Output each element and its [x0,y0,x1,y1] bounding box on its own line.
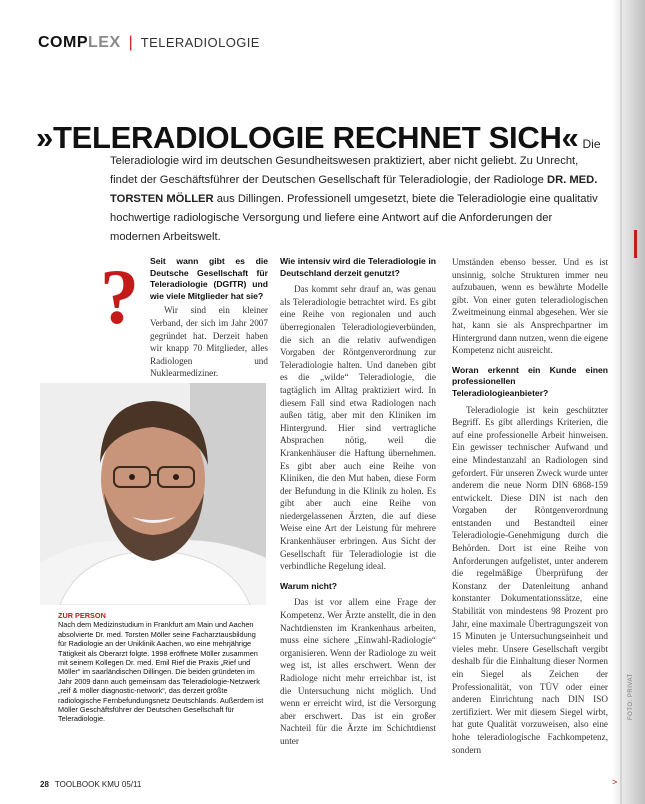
photo-credit: FOTO: PRIVAT [628,673,634,720]
column-1 [40,253,268,380]
lead-text-1: Teleradiologie wird im deutschen Gesundheitswesen praktiziert, aber nicht geliebt. Zu Unrecht, findet der Geschäftsführer der Deutschen Gesellschaft für Teleradiologie, der Radiologe [110,155,579,186]
section-header [38,34,260,52]
column-3 [452,256,608,756]
question-4: Woran erkennt ein Kunde einen professionellen Teleradiologieanbieter? [452,364,608,398]
answer-3: Das ist vor allem eine Frage der Kompetenz. Wer Ärzte anstellt, die in den Nachtdiensten im Krankenhaus arbeiten, muss eine sichere „Einwahl-Radiologie“ organisieren. Wenn der Radiologe zu weit weg ist, ist alles erschwert. Wenn der Radiologe nicht mehr erreichbar ist, ist die Untersuchung nicht möglich. Und wenn er erreicht wird, ist die Versorgung aber erschwert. Das ist ein großer Nachteil für die Ärzte im Schichtdienst unter [280,597,436,746]
portrait-photo [40,383,266,605]
page-footer [40,780,141,789]
question-1: Seit wann gibt es die Deutsche Gesellschaft für Teleradiologie (DGfTR) und wie viele Mitglieder hat sie? [150,256,268,301]
answer-3-continued: Umständen ebenso besser. Und es ist unsinnig, solche Strukturen immer neu aufzubauen, wenn es bewährte Modelle gibt. Von einer guten teleradiologischen Zweitmeinung einmal abgesehen. Wer sie hat, kann sie als Ansprechpartner im Hintergrund dann nutzen, wenn die eigene Kompetenz nicht ausreicht. [452,257,608,356]
lead-first-word: Die [582,137,601,151]
answer-2: Das kommt sehr drauf an, was genau als Teleradiologie betrachtet wird. Es gibt eine Reihe von regionalen und auch überregionalen Teleradiologieverbünden, die sich an die relativ aufwendigen Vorgaben der Röntgenverordnung zur Teleradiologie halten. Und daneben gibt es die „wilde“ Teleradiologie, die tagtäglich im Alltag praktiziert wird. In diesem Fall sind etwa Radiologen nach außen tätig, aber mit den Kliniken im Hintergrund. Hier sind vertragliche Absprachen nötig, weil die Krankenhäuser die Haftung übernehmen. Es gibt aber auch eine Reihe von Kliniken, die den Mut haben, diese Form der Befundung in die Klinik zu holen. Es gibt aber auch eine Reihe von niedergelassenen Ärzten, die auf diese Weise eine Art der Leistung für mehrere Krankenhäuser erbringen. Aus Sicht der Gesellschaft für Teleradiologie ist die verbindliche Regelung ideal. [280,284,436,572]
brand-accent: LEX [88,34,121,51]
lead-name: DR. MED. TORSTEN MÖLLER [110,174,598,205]
article-headline [36,120,616,156]
header-separator: | [128,34,133,51]
answer-4: Teleradiologie ist kein geschützter Begriff. Es gibt allerdings Kriterien, die auf eine professionelle Arbeit hinweisen. Ein gewisser technischer Aufwand und eine Mindestanzahl an Radiologen sind gefordert. Für unseren Zweck wurde unter anderem die neue Norm DIN 6868-159 entwickelt. Diese DIN ist nach den Vorgaben der Röntgenverordnung entstanden und Bestandteil einer Teleradiologie-Genehmigung durch die Behörden. Dort ist eine Reihe von Anforderungen aufgelistet, unter anderem die regelmäßige Überprüfung der Konstanz der Datenleitung anhand konstanter Dokumentationssätze, eine Stabilität von mindestens 98 Prozent pro Jahr, eine maximale Übertragungszeit von 15 Minuten je Untersuchungseinheit und vieles mehr. Unsere Gesellschaft vergibt deshalb für die Einhaltung dieser Normen ein Siegel als Zeichen der Professionalität, von TÜV oder einer anderen Einrichtung nach DIN ISO zertifiziert. Wer mit diesem Siegel wirbt, hat gute Qualität vorzuweisen, also eine hohe teleradiologische Fachkompetenz, sondern [452,404,608,755]
answer-1: Wir sind ein kleiner Verband, der sich im Jahr 2007 gegründet hat. Derzeit haben wir knapp 70 Mitglieder, alles Radiologen und Nuklearmediziner. [150,305,268,379]
headline-title: »TELERADIOLOGIE RECHNET SICH« [36,120,579,155]
magazine-name: TOOLBOOK KMU 05/11 [54,780,142,789]
question-3: Warum nicht? [280,580,337,591]
question-2: Wie intensiv wird die Teleradiologie in Deutschland derzeit genutzt? [280,256,436,278]
brand-main: COMP [38,34,88,51]
page-tab-marker [634,230,637,258]
magazine-brand [38,34,121,52]
lead-text-2: aus Dillingen. Professionell umgesetzt, biete die Teleradiologie eine qualitativ hochwertige radiologische Versorgung und liefere eine Antwort auf die Anforderungen der modernen Arbeitswelt. [110,193,598,243]
continue-arrow-icon: > [612,777,618,787]
page-number: 28 [40,780,49,789]
column-2 [280,256,436,748]
article-lead [110,152,600,247]
section-label: TELERADIOLOGIE [140,35,260,50]
caption-text: Nach dem Medizinstudium in Frankfurt am Main und Aachen absolvierte Dr. med. Torsten Möller seine Facharztausbildung für Radiologie an der Uniklinik Aachen, wo eine mehrjährige Tätigkeit als Oberarzt folgte. 1998 eröffnete Möller zusammen mit seinem Kollegen Dr. med. Emil Rief die Praxis „Rief und Möller“ im saarländischen Dillingen. Die beiden gründeten im Jahr 2009 dann auch gemeinsam das Teleradiologie-Netzwerk „reif & möller diagnostic-network“, das derzeit größte radiologische Fernbefundungsnetz Deutschlands. Außerdem ist Möller Geschäftsführer der Deutschen Gesellschaft für Teleradiologie. [58,620,264,724]
question-mark-graphic: ? [100,253,139,340]
page-gutter [620,0,622,804]
caption-title: ZUR PERSON [58,611,106,620]
portrait-image [40,383,266,605]
photo-caption [58,611,266,724]
